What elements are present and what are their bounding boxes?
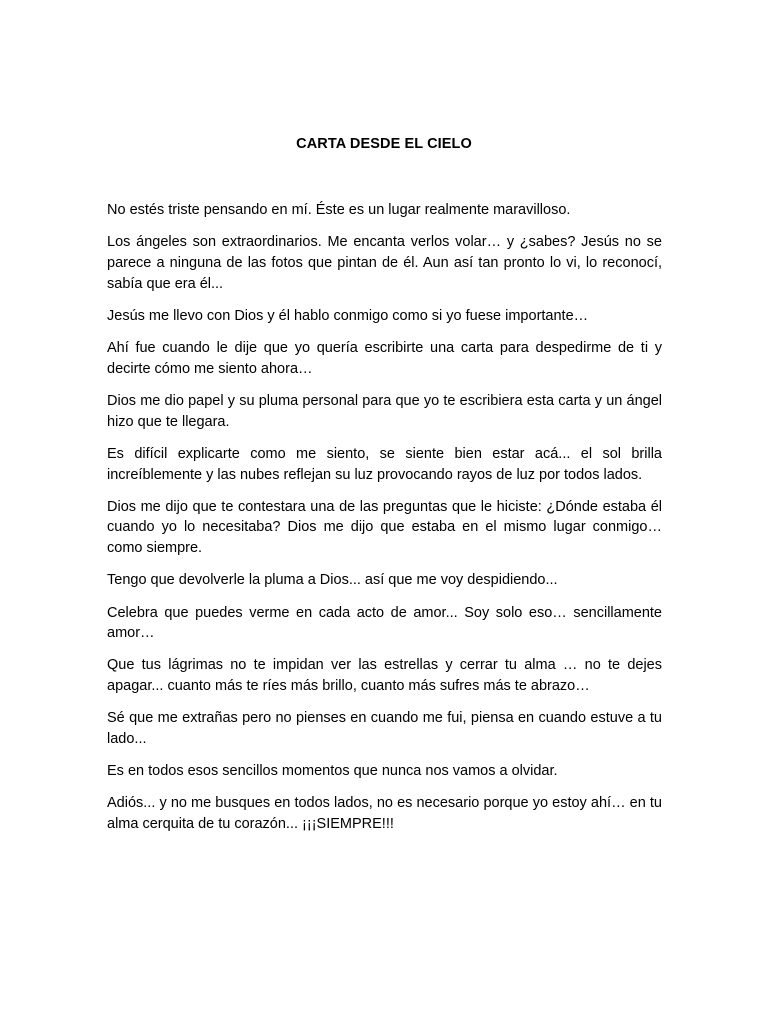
paragraph: Ahí fue cuando le dije que yo quería escribirte una carta para despedirme de ti y decirte cómo me siento ahora… [107,340,662,377]
paragraph: Los ángeles son extraordinarios. Me encanta verlos volar… y ¿sabes? Jesús no se parece a ninguna de las fotos que pintan de él. Aun así tan pronto lo vi, lo reconocí, sabía que era él... [107,234,662,292]
paragraph: Jesús me llevo con Dios y él hablo conmigo como si yo fuese importante… [107,307,589,324]
paragraph: No estés triste pensando en mí. Éste es un lugar realmente maravilloso. [107,202,571,218]
paragraph: Tengo que devolverle la pluma a Dios... así que me voy despidiendo... [107,572,558,589]
document-body [107,200,662,846]
paragraph: Dios me dio papel y su pluma personal para que yo te escribiera esta carta y un ángel hizo que te llegara. [107,392,662,430]
paragraph: Adiós... y no me busques en todos lados, no es necesario porque yo estoy ahí… en tu alma cerquita de tu corazón... ¡¡¡SIEMPRE!!! [107,795,662,833]
paragraph: Que tus lágrimas no te impidan ver las estrellas y cerrar tu alma … no te dejes apagar... cuanto más te ríes más brillo, cuanto más sufres más te abrazo… [107,657,662,695]
paragraph: Es en todos esos sencillos momentos que nunca nos vamos a olvidar. [107,763,558,780]
paragraph: Sé que me extrañas pero no pienses en cuando me fui, piensa en cuando estuve a tu lado... [107,710,662,748]
paragraph: Dios me dijo que te contestara una de las preguntas que le hiciste: ¿Dónde estaba él cuando yo lo necesitaba? Dios me dijo que estaba en el mismo lugar conmigo… como siempre. [107,498,662,557]
document-title: CARTA DESDE EL CIELO [296,136,472,152]
paragraph: Celebra que puedes verme en cada acto de amor... Soy solo eso… sencillamente amor… [107,604,662,642]
paragraph: Es difícil explicarte como me siento, se siente bien estar acá... el sol brilla increíblemente y las nubes reflejan su luz provocando rayos de luz por todos lados. [107,445,662,483]
